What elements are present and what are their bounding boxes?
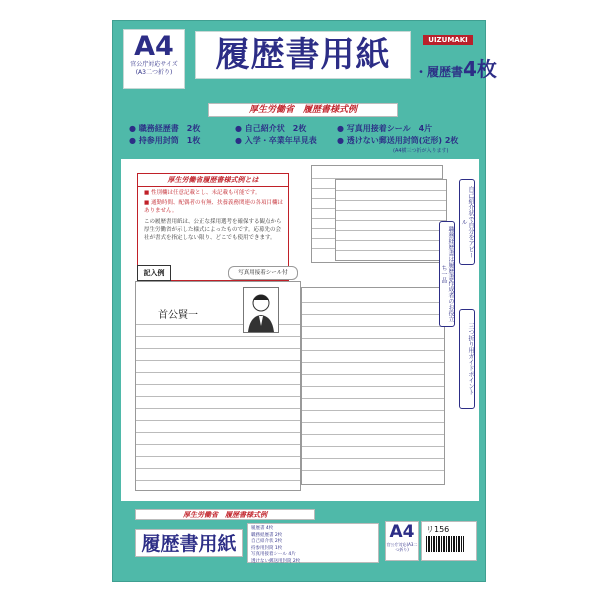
product-code-box — [421, 521, 477, 561]
size-note: 官公庁対応サイズ — [130, 61, 178, 68]
sample-resume-right — [301, 287, 445, 485]
sample-documents — [121, 159, 479, 501]
contents-item: ● 入学・卒業年早見表 — [235, 136, 317, 145]
sheet-count-value: 4枚 — [463, 57, 497, 81]
product-code: リ156 — [426, 525, 450, 534]
bottom-size-badge — [385, 521, 419, 561]
bottom-list-item: 透けない郵送用封筒 2枚 — [251, 558, 301, 564]
info-title: 厚生労働省履歴書様式例とは — [138, 174, 288, 187]
header — [123, 29, 497, 89]
info-body: この履歴書用紙は、公正な採用選考を確保する観点から厚生労働省が示した様式によったものです。応募先の会社が書式を指定しない限り、どこでも使用できます。 — [144, 219, 282, 241]
bottom-size-label: A4 — [389, 522, 415, 542]
photo-sticker-label: 写真用接着シール付 — [228, 266, 298, 280]
contents-list — [123, 121, 477, 161]
sheet-count-prefix: ・履歴書 — [415, 65, 464, 79]
bottom-list-item: 自己紹介状 2枚 — [251, 539, 283, 544]
sample-name: 首公賢一 — [158, 310, 198, 321]
contents-item: ● 透けない郵送用封筒(定形) 2枚 — [337, 136, 459, 145]
size-badge — [123, 29, 185, 89]
info-bullet: ■ 通勤時間、配偶者の有無、扶養義務関連の各項目欄はありません。 — [144, 200, 283, 214]
product-title: 履歴書用紙 — [195, 31, 411, 79]
ministry-banner: 厚生労働省 履歴書様式例 — [208, 103, 398, 117]
bottom-size-note: 官公庁対応(A3二つ折り) — [386, 542, 418, 552]
sheet-count — [415, 53, 497, 82]
brand-logo: UIZUMAKI — [423, 35, 473, 45]
bottom-ministry-banner: 厚生労働省 履歴書様式例 — [135, 509, 315, 520]
side-tag: 自己紹介状で自分をアピール — [459, 179, 475, 265]
size-note: (A3二つ折り) — [135, 69, 173, 76]
bottom-list-item: 持参用封筒 1枚 — [251, 545, 283, 551]
side-tag: 三つ折り用ガイドポイント — [459, 309, 475, 409]
bottom-list-item: 職務経歴書 2枚 — [251, 532, 283, 538]
side-tag: 職務経歴書は履歴書作成者のお役立ち一品 — [439, 221, 455, 327]
photo-placeholder — [243, 287, 279, 333]
info-bullet: ■ 性別欄は任意記載とし、未記載も可能です。 — [144, 190, 261, 196]
barcode-icon — [426, 536, 464, 552]
contents-item: ● 持参用封筒 1枚 — [129, 136, 201, 145]
contents-item: ● 写真用接着シール 4片 — [337, 124, 433, 133]
contents-item: ● 自己紹介状 2枚 — [235, 124, 307, 133]
sample-sheet-career — [335, 179, 447, 261]
person-icon — [244, 288, 278, 332]
example-label: 記入例 — [137, 265, 171, 281]
product-package — [112, 20, 497, 582]
bottom-title: 履歴書用紙 — [135, 529, 243, 557]
bottom-contents-list — [247, 523, 379, 563]
contents-note: (A4横三つ折が入ります) — [393, 148, 449, 154]
bottom-list-item: 写真用接着シール 4片 — [251, 552, 296, 557]
bottom-label — [123, 509, 477, 577]
contents-item: ● 職務経歴書 2枚 — [129, 124, 201, 133]
size-label: A4 — [134, 31, 174, 62]
bottom-list-item: 履歴書 4枚 — [251, 526, 274, 531]
